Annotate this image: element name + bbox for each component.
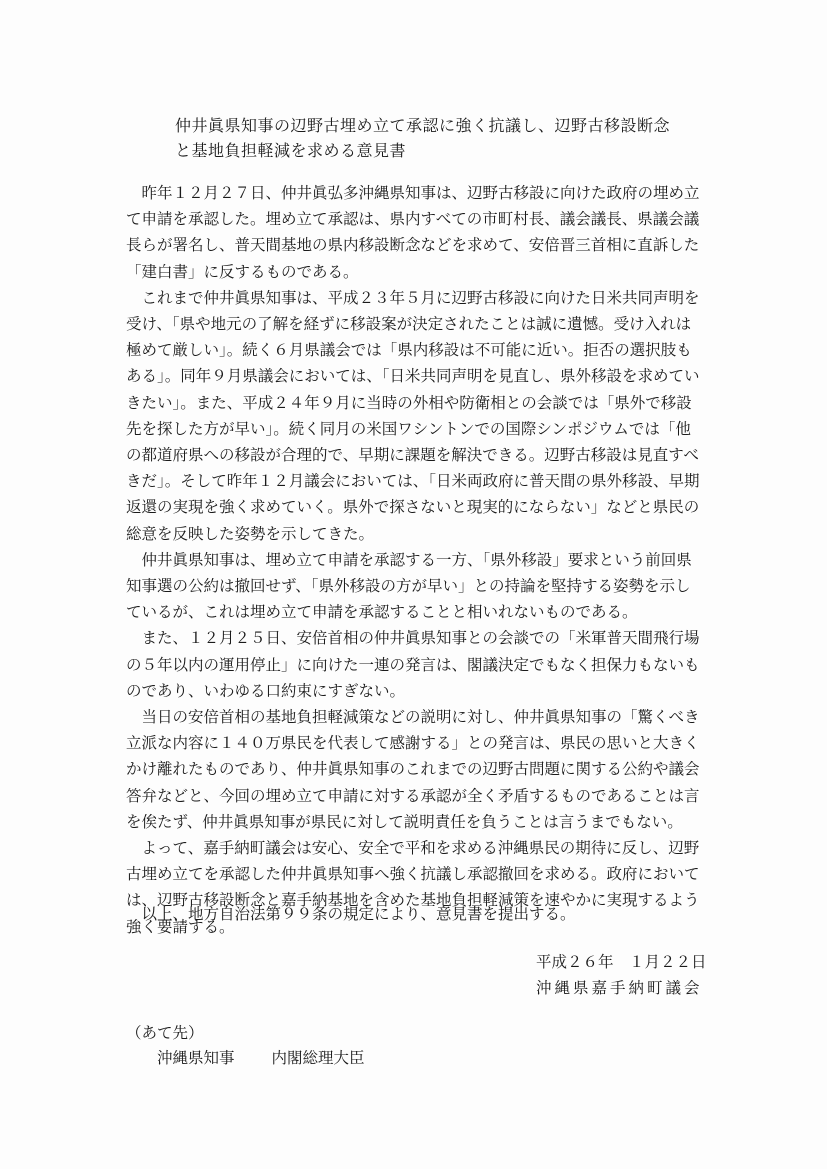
text-line: これまで仲井眞県知事は、平成２３年５月に辺野古移設に向けた日米共同声明を	[126, 288, 700, 307]
text-line: は、辺野古移設断念と嘉手納基地を含めた基地負担軽減策を速やかに実現するよう	[126, 891, 700, 910]
sender-name: 沖縄県嘉手納町議会	[536, 979, 703, 997]
text-line: 長らが署名し、普天間基地の県内移設断念などを求めて、安倍晋三首相に直訴した	[126, 236, 700, 255]
document-body	[126, 180, 726, 940]
text-line: 仲井眞県知事は、埋め立て申請を承認する一方、「県外移設」要求という前回県	[126, 550, 692, 569]
text-line: て申請を承認した。埋め立て承認は、県内すべての市町村長、議会議長、県議会議	[126, 210, 700, 229]
addressee: 内閣総理大臣	[271, 1049, 365, 1067]
text-line: 答弁などと、今回の埋め立て申請に対する承認が全く矛盾するものであることは言	[126, 786, 700, 805]
text-line: 昨年１２月２７日、仲井眞弘多沖縄県知事は、辺野古移設に向けた政府の埋め立	[126, 184, 700, 202]
paragraph-5	[126, 704, 726, 835]
text-line: 「建白書」に反するものである。	[126, 262, 359, 281]
text-line: 受け、「県や地元の了解を経ずに移設案が決定されたことは誠に遺憾。受け入れは	[126, 315, 692, 334]
document-title	[175, 113, 695, 163]
addressee-list	[157, 1045, 364, 1071]
paragraph-3	[126, 547, 726, 626]
paragraph-4	[126, 625, 726, 704]
text-line: 総意を反映した姿勢を示してきた。	[126, 524, 375, 543]
text-line: よって、嘉手納町議会は安心、安全で平和を求める沖縄県民の期待に反し、辺野	[126, 839, 700, 858]
text-line: 先を探した方が早い」。続く同月の米国ワシントンでの国際シンポジウムでは「他	[126, 419, 691, 438]
title-line: と基地負担軽減を求める意見書	[175, 141, 407, 160]
closing-statement: 以上、地方自治法第９９条の規定により、意見書を提出する。	[126, 905, 576, 923]
title-line: 仲井眞県知事の辺野古埋め立て承認に強く抗議し、辺野古移設断念	[175, 116, 671, 135]
text-line: を俟たず、仲井眞県知事が県民に対して説明責任を負うことは言うまでもない。	[126, 812, 683, 831]
text-line: 強く要請する。	[126, 917, 235, 936]
text-line: また、１２月２５日、安倍首相の仲井眞県知事との会談での「米軍普天間飛行場	[126, 629, 700, 648]
text-line: 立派な内容に１４０万県民を代表して感謝する」との発言は、県民の思いと大きく	[126, 734, 700, 753]
text-line: 返還の実現を強く求めていく。県外で探さないと現実的にならない」などと県民の	[126, 498, 700, 517]
text-line: 極めて厳しい」。続く６月県議会では「県内移設は不可能に近い。拒否の選択肢も	[126, 341, 692, 360]
text-line: きたい」。また、平成２４年９月に当時の外相や防衛相との会談では「県外で移設	[126, 393, 692, 412]
paragraph-2	[126, 285, 726, 547]
paragraph-1	[126, 180, 726, 285]
text-line: のであり、いわゆる口約束にすぎない。	[126, 681, 406, 700]
text-line: かけ離れたものであり、仲井眞県知事のこれまでの辺野古問題に関する公約や議会	[126, 760, 700, 779]
text-line: の５年以内の運用停止」に向けた一連の発言は、閣議決定でもなく担保力もないも	[126, 655, 700, 674]
document-date: 平成２６年 １月２２日	[536, 953, 707, 971]
text-line: ているが、これは埋め立て申請を承認することと相いれないものである。	[126, 603, 638, 622]
text-line: ある」。同年９月県議会においては、「日米共同声明を見直し、県外移設を求めてい	[126, 367, 700, 386]
text-line: 古埋め立てを承認した仲井眞県知事へ強く抗議し承認撤回を求める。政府において	[126, 865, 700, 884]
addressee: 沖縄県知事	[157, 1049, 235, 1067]
text-line: 当日の安倍首相の基地負担軽減策などの説明に対し、仲井眞県知事の「驚くべき	[126, 708, 700, 727]
addressee-heading: （あて先）	[126, 1024, 204, 1042]
text-line: の都道府県への移設が合理的で、早期に課題を解決できる。辺野古移設は見直すべ	[126, 446, 699, 465]
text-line: きだ」。そして昨年１２月議会においては、「日米両政府に普天間の県外移設、早期	[126, 472, 700, 491]
text-line: 知事選の公約は撤回せず、「県外移設の方が早い」との持論を堅持する姿勢を示し	[126, 577, 691, 596]
